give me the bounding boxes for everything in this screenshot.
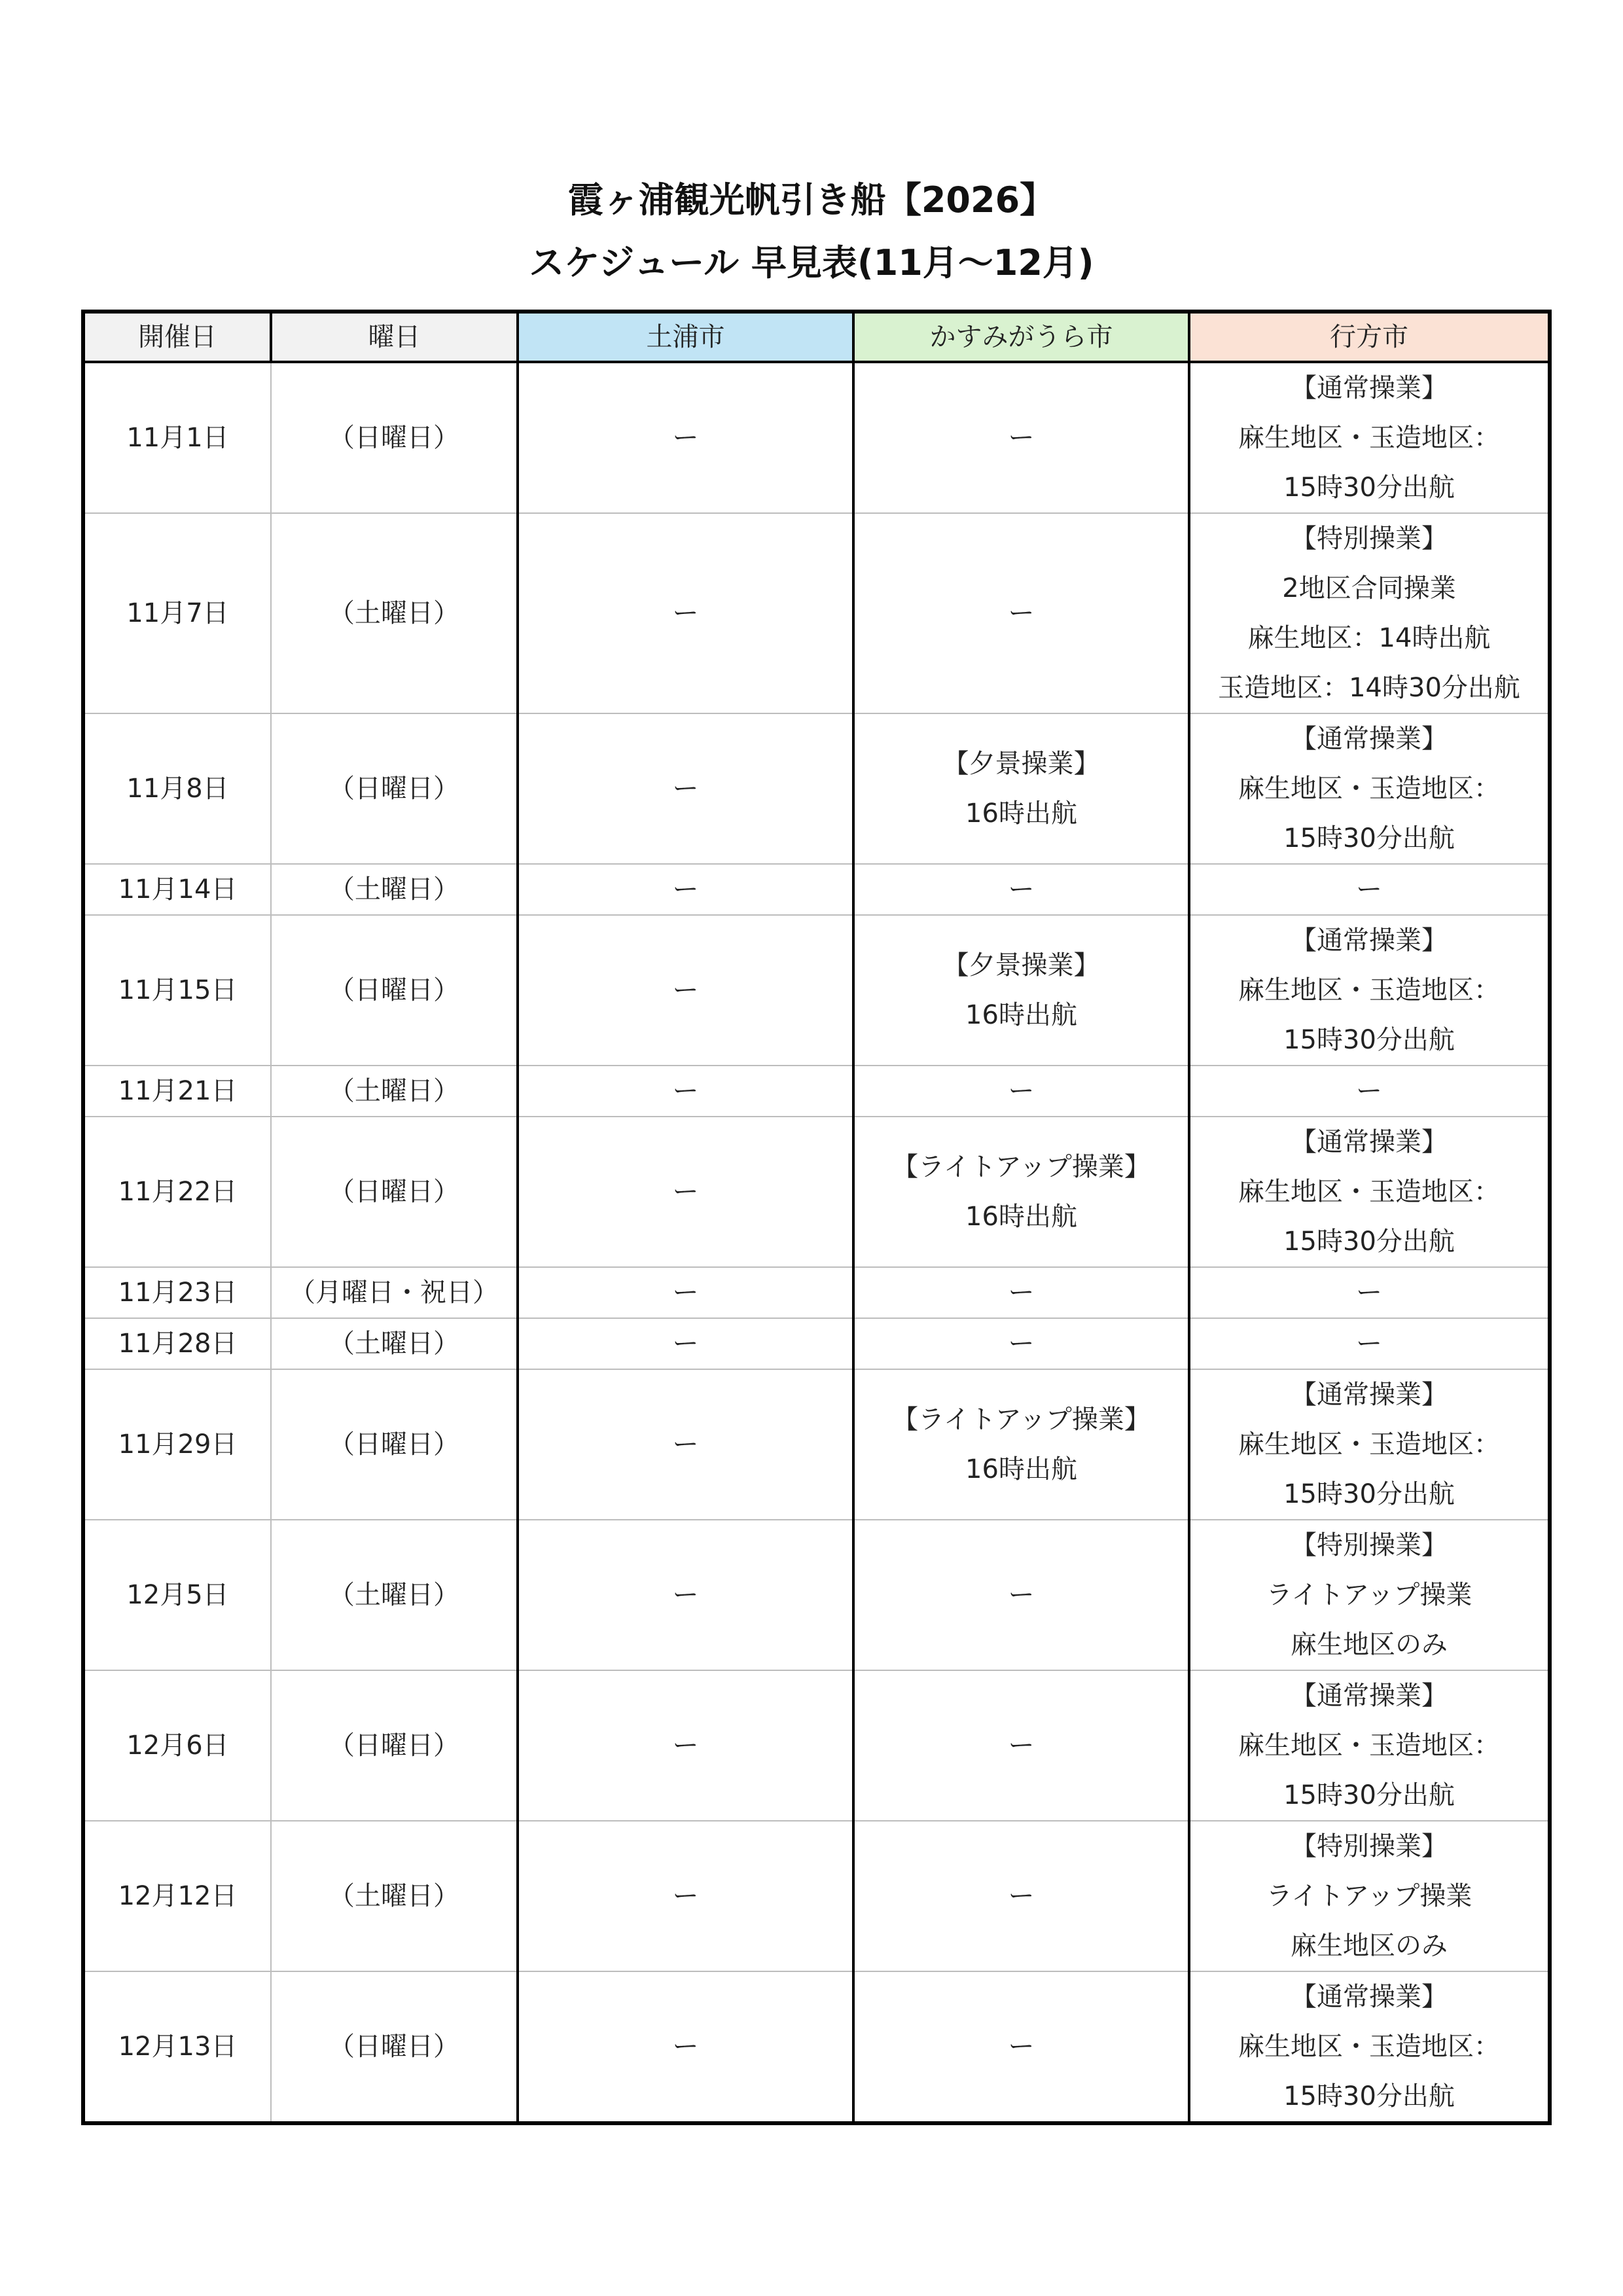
cell-line: 玉造地区：14時30分出航 (1218, 673, 1520, 703)
cell-line: 麻生地区・玉造地区： (1238, 975, 1500, 1005)
cell-line: 麻生地区・玉造地区： (1238, 1429, 1500, 1460)
cell-line: ー (672, 423, 699, 453)
date-cell: 11月8日 (83, 713, 271, 864)
cell-line: ー (1008, 598, 1035, 628)
date-cell: 12月6日 (83, 1670, 271, 1821)
cell-line: ー (1008, 874, 1035, 905)
cell-line: 15時30分出航 (1283, 823, 1455, 853)
cell-line: ー (1008, 1580, 1035, 1610)
day-cell: （日曜日） (271, 1117, 518, 1267)
header-kasumigaura: かすみがうら市 (853, 312, 1189, 362)
cell-line: ー (672, 1731, 699, 1761)
cell-line: ー (672, 2032, 699, 2062)
kasumigaura-cell (853, 513, 1189, 713)
kasumigaura-cell (853, 1318, 1189, 1369)
cell-line: ー (1008, 1881, 1035, 1911)
namegata-cell (1189, 915, 1550, 1066)
namegata-cell (1189, 1520, 1550, 1670)
cell-line: 【通常操業】 (1291, 1380, 1448, 1410)
kasumigaura-cell (853, 915, 1189, 1066)
table-row (83, 513, 1550, 713)
cell-line: ー (1008, 1278, 1035, 1308)
day-cell: （土曜日） (271, 864, 518, 915)
namegata-cell (1189, 362, 1550, 513)
cell-line: ー (672, 1580, 699, 1610)
cell-line: 麻生地区・玉造地区： (1238, 423, 1500, 453)
cell-line: 【通常操業】 (1291, 1982, 1448, 2012)
cell-line: ー (1356, 1329, 1382, 1359)
kasumigaura-cell (853, 1066, 1189, 1117)
date-cell: 12月13日 (83, 1971, 271, 2123)
cell-line: ー (672, 1076, 699, 1106)
cell-line: ー (672, 1177, 699, 1207)
tsuchiura-cell (518, 1318, 853, 1369)
cell-line: ー (672, 975, 699, 1005)
namegata-cell (1189, 864, 1550, 915)
cell-line: ライトアップ操業 (1266, 1580, 1472, 1610)
cell-line: ー (672, 874, 699, 905)
tsuchiura-cell (518, 1267, 853, 1318)
namegata-cell (1189, 713, 1550, 864)
table-row (83, 1520, 1550, 1670)
tsuchiura-cell (518, 1971, 853, 2123)
tsuchiura-cell (518, 915, 853, 1066)
tsuchiura-cell (518, 513, 853, 713)
header-row (83, 312, 1550, 362)
date-cell: 11月15日 (83, 915, 271, 1066)
namegata-cell (1189, 1821, 1550, 1971)
cell-line: ー (1008, 1076, 1035, 1106)
namegata-cell (1189, 1066, 1550, 1117)
cell-line: ライトアップ操業 (1266, 1881, 1472, 1911)
cell-line: 麻生地区・玉造地区： (1238, 1731, 1500, 1761)
day-cell: （月曜日・祝日） (271, 1267, 518, 1318)
tsuchiura-cell (518, 1066, 853, 1117)
header-day: 曜日 (271, 312, 518, 362)
table-row (83, 1670, 1550, 1821)
namegata-cell (1189, 1267, 1550, 1318)
table-row (83, 1369, 1550, 1520)
cell-line: ー (672, 774, 699, 804)
day-cell: （土曜日） (271, 1520, 518, 1670)
tsuchiura-cell (518, 362, 853, 513)
schedule-body (83, 362, 1550, 2123)
date-cell: 11月7日 (83, 513, 271, 713)
title-block (0, 169, 1623, 295)
header-namegata: 行方市 (1189, 312, 1550, 362)
cell-line: 麻生地区・玉造地区： (1238, 1177, 1500, 1207)
cell-line: 16時出航 (965, 1202, 1077, 1232)
schedule-table (81, 310, 1552, 2125)
cell-line: 15時30分出航 (1283, 1479, 1455, 1509)
cell-line: 16時出航 (965, 1454, 1077, 1484)
cell-line: ー (672, 1881, 699, 1911)
namegata-cell (1189, 1971, 1550, 2123)
table-row (83, 1318, 1550, 1369)
cell-line: 【夕景操業】 (942, 749, 1100, 779)
cell-line: 15時30分出航 (1283, 1025, 1455, 1055)
page-title: 霞ヶ浦観光帆引き船【2026】 (567, 179, 1056, 221)
cell-line: 【通常操業】 (1291, 724, 1448, 754)
cell-line: 【特別操業】 (1291, 1530, 1448, 1560)
cell-line: 【通常操業】 (1291, 925, 1448, 956)
cell-line: 【特別操業】 (1291, 524, 1448, 554)
table-row (83, 1117, 1550, 1267)
date-cell: 12月5日 (83, 1520, 271, 1670)
cell-line: 【通常操業】 (1291, 1681, 1448, 1711)
day-cell: （土曜日） (271, 1821, 518, 1971)
day-cell: （土曜日） (271, 1318, 518, 1369)
table-row (83, 713, 1550, 864)
cell-line: 麻生地区・玉造地区： (1238, 2032, 1500, 2062)
cell-line: ー (672, 1329, 699, 1359)
cell-line: ー (1356, 1278, 1382, 1308)
table-row (83, 864, 1550, 915)
cell-line: ー (672, 598, 699, 628)
cell-line: 16時出航 (965, 798, 1077, 829)
cell-line: 【ライトアップ操業】 (892, 1152, 1150, 1182)
kasumigaura-cell (853, 1267, 1189, 1318)
table-row (83, 362, 1550, 513)
cell-line: 【ライトアップ操業】 (892, 1405, 1150, 1435)
day-cell: （土曜日） (271, 513, 518, 713)
cell-line: ー (1356, 1076, 1382, 1106)
cell-line: 【通常操業】 (1291, 373, 1448, 403)
cell-line: 15時30分出航 (1283, 473, 1455, 503)
tsuchiura-cell (518, 1369, 853, 1520)
cell-line: 麻生地区のみ (1291, 1630, 1448, 1660)
cell-line: 16時出航 (965, 1000, 1077, 1030)
page-subtitle: スケジュール 早見表(11月～12月) (529, 242, 1094, 283)
day-cell: （日曜日） (271, 713, 518, 864)
cell-line: 15時30分出航 (1283, 2081, 1455, 2111)
cell-line: 【通常操業】 (1291, 1127, 1448, 1157)
date-cell: 11月28日 (83, 1318, 271, 1369)
tsuchiura-cell (518, 1821, 853, 1971)
cell-line: 2地区合同操業 (1282, 573, 1456, 603)
kasumigaura-cell (853, 1117, 1189, 1267)
kasumigaura-cell (853, 864, 1189, 915)
header-date: 開催日 (83, 312, 271, 362)
day-cell: （土曜日） (271, 1066, 518, 1117)
namegata-cell (1189, 1369, 1550, 1520)
table-row (83, 1066, 1550, 1117)
date-cell: 11月23日 (83, 1267, 271, 1318)
namegata-cell (1189, 1670, 1550, 1821)
tsuchiura-cell (518, 713, 853, 864)
kasumigaura-cell (853, 1821, 1189, 1971)
cell-line: 【夕景操業】 (942, 950, 1100, 980)
day-cell: （日曜日） (271, 915, 518, 1066)
tsuchiura-cell (518, 864, 853, 915)
date-cell: 11月14日 (83, 864, 271, 915)
table-row (83, 1971, 1550, 2123)
cell-line: ー (1008, 1329, 1035, 1359)
cell-line: ー (1008, 2032, 1035, 2062)
cell-line: ー (1008, 423, 1035, 453)
date-cell: 12月12日 (83, 1821, 271, 1971)
date-cell: 11月1日 (83, 362, 271, 513)
cell-line: 【特別操業】 (1291, 1831, 1448, 1861)
kasumigaura-cell (853, 1971, 1189, 2123)
kasumigaura-cell (853, 1520, 1189, 1670)
day-cell: （日曜日） (271, 1369, 518, 1520)
date-cell: 11月29日 (83, 1369, 271, 1520)
kasumigaura-cell (853, 362, 1189, 513)
cell-line: 15時30分出航 (1283, 1227, 1455, 1257)
cell-line: ー (1008, 1731, 1035, 1761)
tsuchiura-cell (518, 1117, 853, 1267)
date-cell: 11月22日 (83, 1117, 271, 1267)
day-cell: （日曜日） (271, 362, 518, 513)
kasumigaura-cell (853, 1670, 1189, 1821)
cell-line: 15時30分出航 (1283, 1780, 1455, 1810)
table-row (83, 1821, 1550, 1971)
table-row (83, 915, 1550, 1066)
namegata-cell (1189, 513, 1550, 713)
header-tsuchiura: 土浦市 (518, 312, 853, 362)
tsuchiura-cell (518, 1520, 853, 1670)
cell-line: 麻生地区のみ (1291, 1931, 1448, 1961)
tsuchiura-cell (518, 1670, 853, 1821)
kasumigaura-cell (853, 1369, 1189, 1520)
day-cell: （日曜日） (271, 1670, 518, 1821)
date-cell: 11月21日 (83, 1066, 271, 1117)
cell-line: ー (1356, 874, 1382, 905)
namegata-cell (1189, 1318, 1550, 1369)
cell-line: 麻生地区：14時出航 (1247, 623, 1491, 653)
cell-line: ー (672, 1278, 699, 1308)
kasumigaura-cell (853, 713, 1189, 864)
cell-line: ー (672, 1429, 699, 1460)
day-cell: （日曜日） (271, 1971, 518, 2123)
namegata-cell (1189, 1117, 1550, 1267)
cell-line: 麻生地区・玉造地区： (1238, 774, 1500, 804)
table-row (83, 1267, 1550, 1318)
